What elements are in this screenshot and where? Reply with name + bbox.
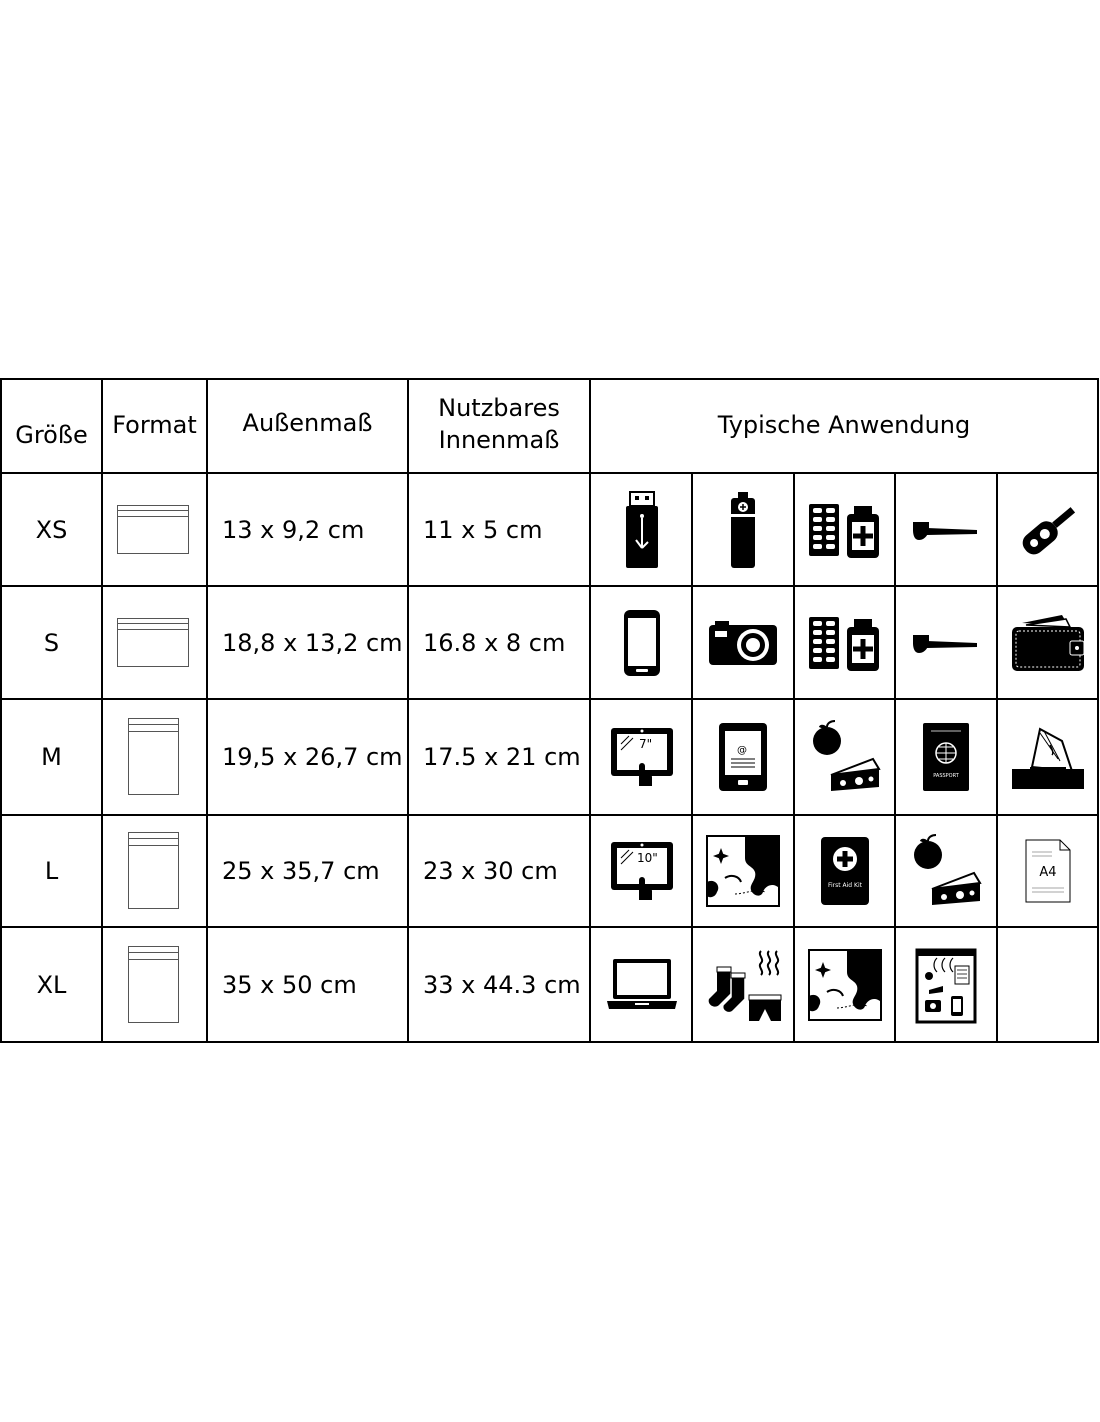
tissue-box-icon [998,700,1097,814]
table-border-bottom [0,1041,1099,1043]
header-inner-line2: Innenmaß [438,426,560,454]
inner-dimension-cell: 17.5 x 21 cm [423,743,581,771]
tablet-7-icon [593,700,691,814]
car-key-icon [998,474,1097,585]
usb-stick-icon [593,474,691,585]
size-cell: XL [36,970,67,999]
pills-and-medicine-icon [795,474,894,585]
map-icon [693,816,793,926]
header-outer: Außenmaß [242,409,373,437]
col-divider [589,378,591,1043]
header-inner-line1: Nutzbares [438,394,560,422]
format-portrait-icon [128,718,179,795]
col-divider [101,378,103,1043]
laptop-icon [593,928,691,1041]
outer-dimension-cell: 19,5 x 26,7 cm [222,743,403,771]
pipe-icon [896,474,996,585]
size-cell: L [44,857,59,885]
apple-cheese-icon [896,816,996,926]
inner-dimension-cell: 23 x 30 cm [423,857,558,885]
inner-dimension-cell: 33 x 44.3 cm [423,970,581,999]
ebook-at-label: @ [737,745,747,756]
outer-dimension-cell: 25 x 35,7 cm [222,857,380,885]
inner-dimension-cell: 16.8 x 8 cm [423,628,566,657]
size-cell: M [41,743,62,771]
pills-and-medicine-icon [795,587,894,698]
passport-icon [896,700,996,814]
a4-document-icon [998,816,1097,926]
header-inner [409,392,589,462]
tablet-size-label: 10" [637,851,658,865]
size-cell: S [43,628,60,657]
smartphone-icon [593,587,691,698]
inner-dimension-cell: 11 x 5 cm [423,515,543,544]
socks-underwear-icon [693,928,793,1041]
size-table [0,378,1099,1043]
outer-dimension-cell: 13 x 9,2 cm [222,515,365,544]
tablet-size-label: 7" [639,737,653,751]
first-aid-label: First Aid Kit [827,882,862,889]
battery-icon [693,474,793,585]
a4-label: A4 [1038,865,1057,880]
ebook-reader-icon [693,700,793,814]
wallet-icon [998,587,1097,698]
size-cell: XS [35,515,68,544]
format-landscape-icon [117,618,189,667]
col-divider [1097,378,1099,1043]
outer-dimension-cell: 18,8 x 13,2 cm [222,628,403,657]
empty-icon-cell [998,928,1097,1041]
outer-dimension-cell: 35 x 50 cm [222,970,357,999]
header-usage: Typische Anwendung [717,411,971,439]
map-icon [795,928,894,1041]
pipe-icon [896,587,996,698]
table-border-top [0,378,1099,380]
header-size: Größe [15,421,88,449]
camera-icon [693,587,793,698]
bag-contents-icon [896,928,996,1041]
tablet-10-icon [593,816,691,926]
format-landscape-icon [117,505,189,554]
format-portrait-icon [128,946,179,1023]
apple-cheese-icon [795,700,894,814]
first-aid-kit-icon [795,816,894,926]
format-portrait-icon [128,832,179,909]
header-format: Format [112,411,197,439]
passport-label: PASSPORT [933,773,959,779]
